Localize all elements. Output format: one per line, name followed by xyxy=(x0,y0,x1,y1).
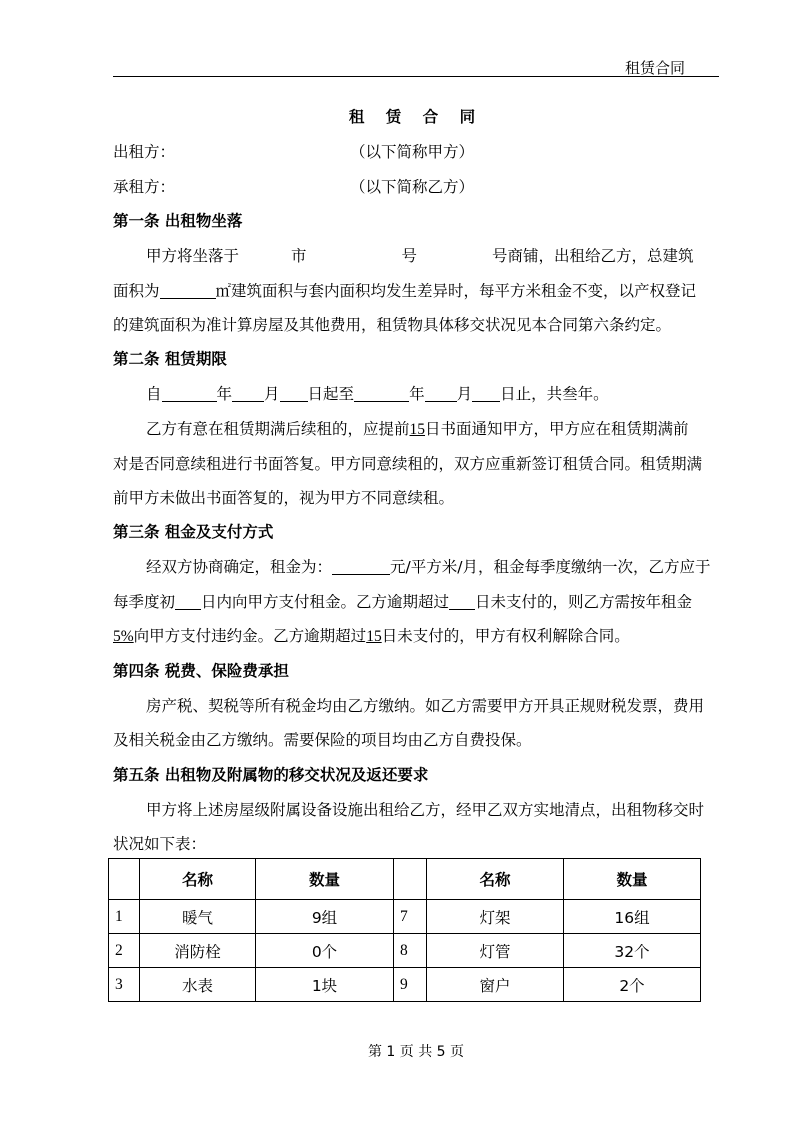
item-quantity: 0个 xyxy=(256,934,394,968)
art2-month-2: 月 xyxy=(456,385,473,403)
item-name: 水表 xyxy=(140,968,256,1002)
item-quantity: 16组 xyxy=(564,900,701,934)
start-year-blank xyxy=(162,385,217,402)
article-2-heading: 第二条 租赁期限 xyxy=(113,350,227,368)
art1-text-f: ㎡建筑面积与套内面积均发生差异时，每平方米租金不变，以产权登记 xyxy=(215,282,697,300)
item-name: 消防栓 xyxy=(140,934,256,968)
article-2-line-4: 前甲方未做出书面答复的，视为甲方不同意续租。 xyxy=(113,489,455,507)
row-index: 8 xyxy=(394,934,427,968)
row-index: 2 xyxy=(109,934,140,968)
penalty-percent: 5% xyxy=(113,628,134,645)
art3-rent-a: 经双方协商确定，租金为： xyxy=(146,558,333,576)
article-1-line-3: 的建筑面积为准计算房屋及其他费用，租赁物具体移交状况见本合同第六条约定。 xyxy=(113,316,672,334)
row-index: 9 xyxy=(394,968,427,1002)
article-1-line-1 xyxy=(113,245,719,267)
overdue-days-blank xyxy=(449,593,475,610)
lessee-label: 承租方： xyxy=(113,178,176,196)
lessee-line xyxy=(113,176,719,198)
article-3-heading: 第三条 租金及支付方式 xyxy=(113,523,274,541)
termination-days: 15 xyxy=(366,628,382,645)
article-3-line-2 xyxy=(113,591,719,613)
start-month-blank xyxy=(232,385,264,402)
art1-text-d: 号商铺，出租给乙方，总建筑 xyxy=(492,247,694,265)
art1-text-a: 甲方将坐落于 xyxy=(146,247,240,265)
document-title: 租 赁 合 同 xyxy=(348,108,484,126)
article-3-line-3 xyxy=(113,625,719,648)
start-day-blank xyxy=(280,385,308,402)
art2-renew-a: 乙方有意在租赁期满后续租的，应提前 xyxy=(146,420,410,438)
end-day-blank xyxy=(472,385,500,402)
article-3-line-1 xyxy=(113,556,719,578)
table-header-row xyxy=(109,859,701,900)
item-quantity: 1块 xyxy=(256,968,394,1002)
lessee-note: （以下简称乙方） xyxy=(350,178,475,196)
header-qty-1: 数量 xyxy=(256,859,394,900)
row-index: 7 xyxy=(394,900,427,934)
article-1-line-2 xyxy=(113,280,719,302)
article-4-line-2: 及相关税金由乙方缴纳。需要保险的项目均由乙方自费投保。 xyxy=(113,731,532,749)
notice-days: 15 xyxy=(409,421,426,438)
item-quantity: 2个 xyxy=(564,968,701,1002)
header-divider xyxy=(113,76,719,77)
header-index-1 xyxy=(109,859,140,900)
item-name: 灯管 xyxy=(427,934,564,968)
page-header-title: 租赁合同 xyxy=(624,59,685,77)
art1-text-e: 面积为 xyxy=(113,282,160,300)
table-row xyxy=(109,900,701,934)
article-4-heading: 第四条 税费、保险费承担 xyxy=(113,662,289,680)
handover-items-table xyxy=(108,858,701,1002)
art2-year-2: 年 xyxy=(409,385,425,403)
article-5-heading: 第五条 出租物及附属物的移交状况及返还要求 xyxy=(113,766,429,784)
art3-penalty-b: 日未支付的，甲方有权利解除合同。 xyxy=(381,627,630,645)
item-quantity: 32个 xyxy=(564,934,701,968)
article-1-heading: 第一条 出租物坐落 xyxy=(113,212,243,230)
article-4-line-1: 房产税、契税等所有税金均由乙方缴纳。如乙方需要甲方开具正规财税发票，费用 xyxy=(146,697,705,715)
art3-pay-a: 每季度初 xyxy=(113,593,176,611)
art3-pay-c: 日未支付的，则乙方需按年租金 xyxy=(475,593,693,611)
art2-from: 自 xyxy=(146,385,162,403)
item-name: 灯架 xyxy=(427,900,564,934)
article-5-line-2: 状况如下表： xyxy=(113,835,207,853)
art3-rent-b: 元/平方米/月，租金每季度缴纳一次，乙方应于 xyxy=(390,558,711,576)
header-name-2: 名称 xyxy=(427,859,564,900)
article-2-line-2 xyxy=(113,418,719,441)
header-qty-2: 数量 xyxy=(564,859,701,900)
art1-text-b: 市 xyxy=(291,247,307,265)
art2-end: 日止，共叁年。 xyxy=(500,385,609,403)
end-month-blank xyxy=(425,385,457,402)
table-row xyxy=(109,934,701,968)
art2-renew-b: 日书面通知甲方，甲方应在租赁期满前 xyxy=(425,420,689,438)
table-row xyxy=(109,968,701,1002)
article-5-line-1: 甲方将上述房屋级附属设备设施出租给乙方，经甲乙双方实地清点，出租物移交时 xyxy=(146,801,705,819)
art1-text-c: 号 xyxy=(401,247,418,265)
art2-month-1: 月 xyxy=(264,385,280,403)
art2-year-1: 年 xyxy=(216,385,233,403)
item-quantity: 9组 xyxy=(256,900,394,934)
article-2-line-3: 对是否同意续租进行书面答复。甲方同意续租的，双方应重新签订租赁合同。租赁期满 xyxy=(113,455,703,473)
lessor-note: （以下简称甲方） xyxy=(350,143,475,161)
art2-to: 日起至 xyxy=(307,385,355,403)
article-2-line-1 xyxy=(113,383,719,405)
art3-penalty-a: 向甲方支付违约金。乙方逾期超过 xyxy=(133,627,367,645)
row-index: 3 xyxy=(109,968,140,1002)
header-name-1: 名称 xyxy=(140,859,256,900)
item-name: 暖气 xyxy=(140,900,256,934)
lessor-label: 出租方： xyxy=(113,143,176,161)
rent-blank xyxy=(332,558,390,575)
header-index-2 xyxy=(394,859,427,900)
end-year-blank xyxy=(354,385,409,402)
pay-days-blank xyxy=(175,593,201,610)
page-footer: 第 1 页 共 5 页 xyxy=(367,1044,465,1060)
lessor-line xyxy=(113,141,719,163)
art3-pay-b: 日内向甲方支付租金。乙方逾期超过 xyxy=(201,593,450,611)
item-name: 窗户 xyxy=(427,968,564,1002)
area-blank xyxy=(160,282,216,299)
row-index: 1 xyxy=(109,900,140,934)
